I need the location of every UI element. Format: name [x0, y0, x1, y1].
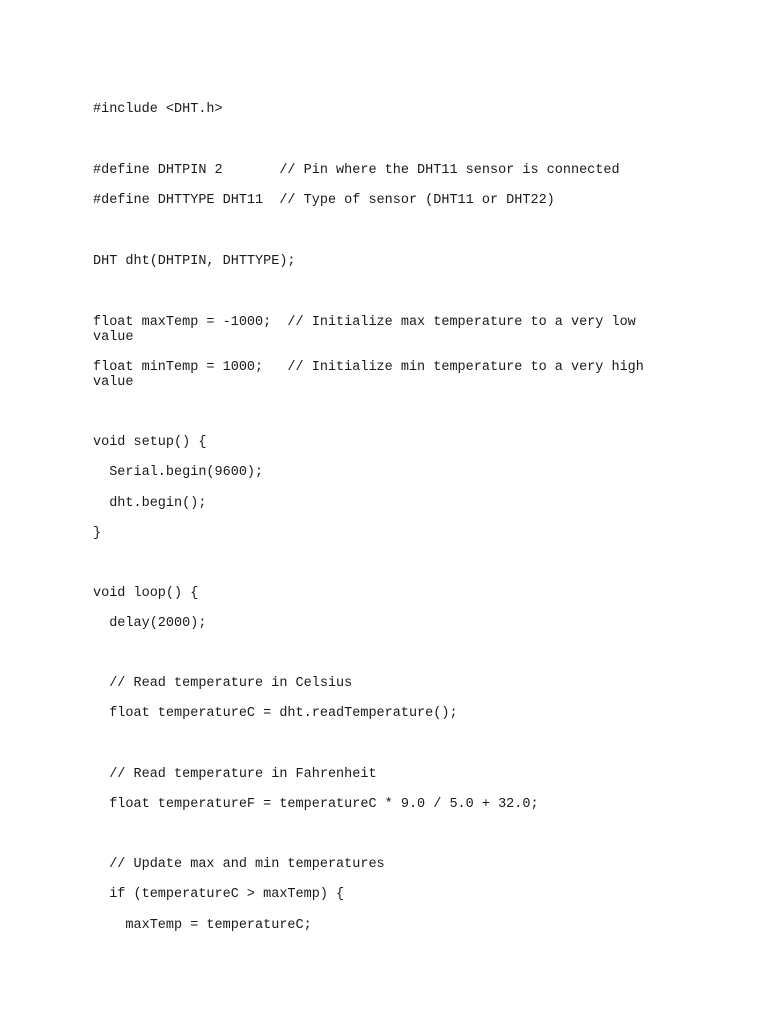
code-line-if-max: if (temperatureC > maxTemp) { [93, 887, 345, 902]
code-line-assign-max: maxTemp = temperatureC; [93, 918, 312, 933]
code-line-delay: delay(2000); [93, 616, 207, 631]
code-line-comment-update: // Update max and min temperatures [93, 857, 385, 872]
code-line-define-dhtpin: #define DHTPIN 2 // Pin where the DHT11 sensor is connected [93, 163, 620, 178]
code-line-max-temp: float maxTemp = -1000; // Initialize max temperature to a very low value [93, 315, 644, 345]
code-line-setup-start: void setup() { [93, 435, 207, 450]
code-line-read-celsius: float temperatureC = dht.readTemperature(); [93, 706, 458, 721]
code-line-comment-celsius: // Read temperature in Celsius [93, 676, 353, 691]
code-line-setup-end: } [93, 526, 102, 541]
code-line-loop-start: void loop() { [93, 586, 199, 601]
code-line-calc-fahrenheit: float temperatureF = temperatureC * 9.0 / 5.0 + 32.0; [93, 797, 539, 812]
code-line-dht-object: DHT dht(DHTPIN, DHTTYPE); [93, 254, 296, 269]
code-line-define-dhttype: #define DHTTYPE DHT11 // Type of sensor (DHT11 or DHT22) [93, 193, 555, 208]
code-line-serial-begin: Serial.begin(9600); [93, 465, 264, 480]
code-line-include: #include <DHT.h> [93, 102, 223, 117]
code-line-comment-fahrenheit: // Read temperature in Fahrenheit [93, 767, 377, 782]
code-line-min-temp: float minTemp = 1000; // Initialize min temperature to a very high value [93, 360, 652, 390]
code-line-dht-begin: dht.begin(); [93, 496, 207, 511]
